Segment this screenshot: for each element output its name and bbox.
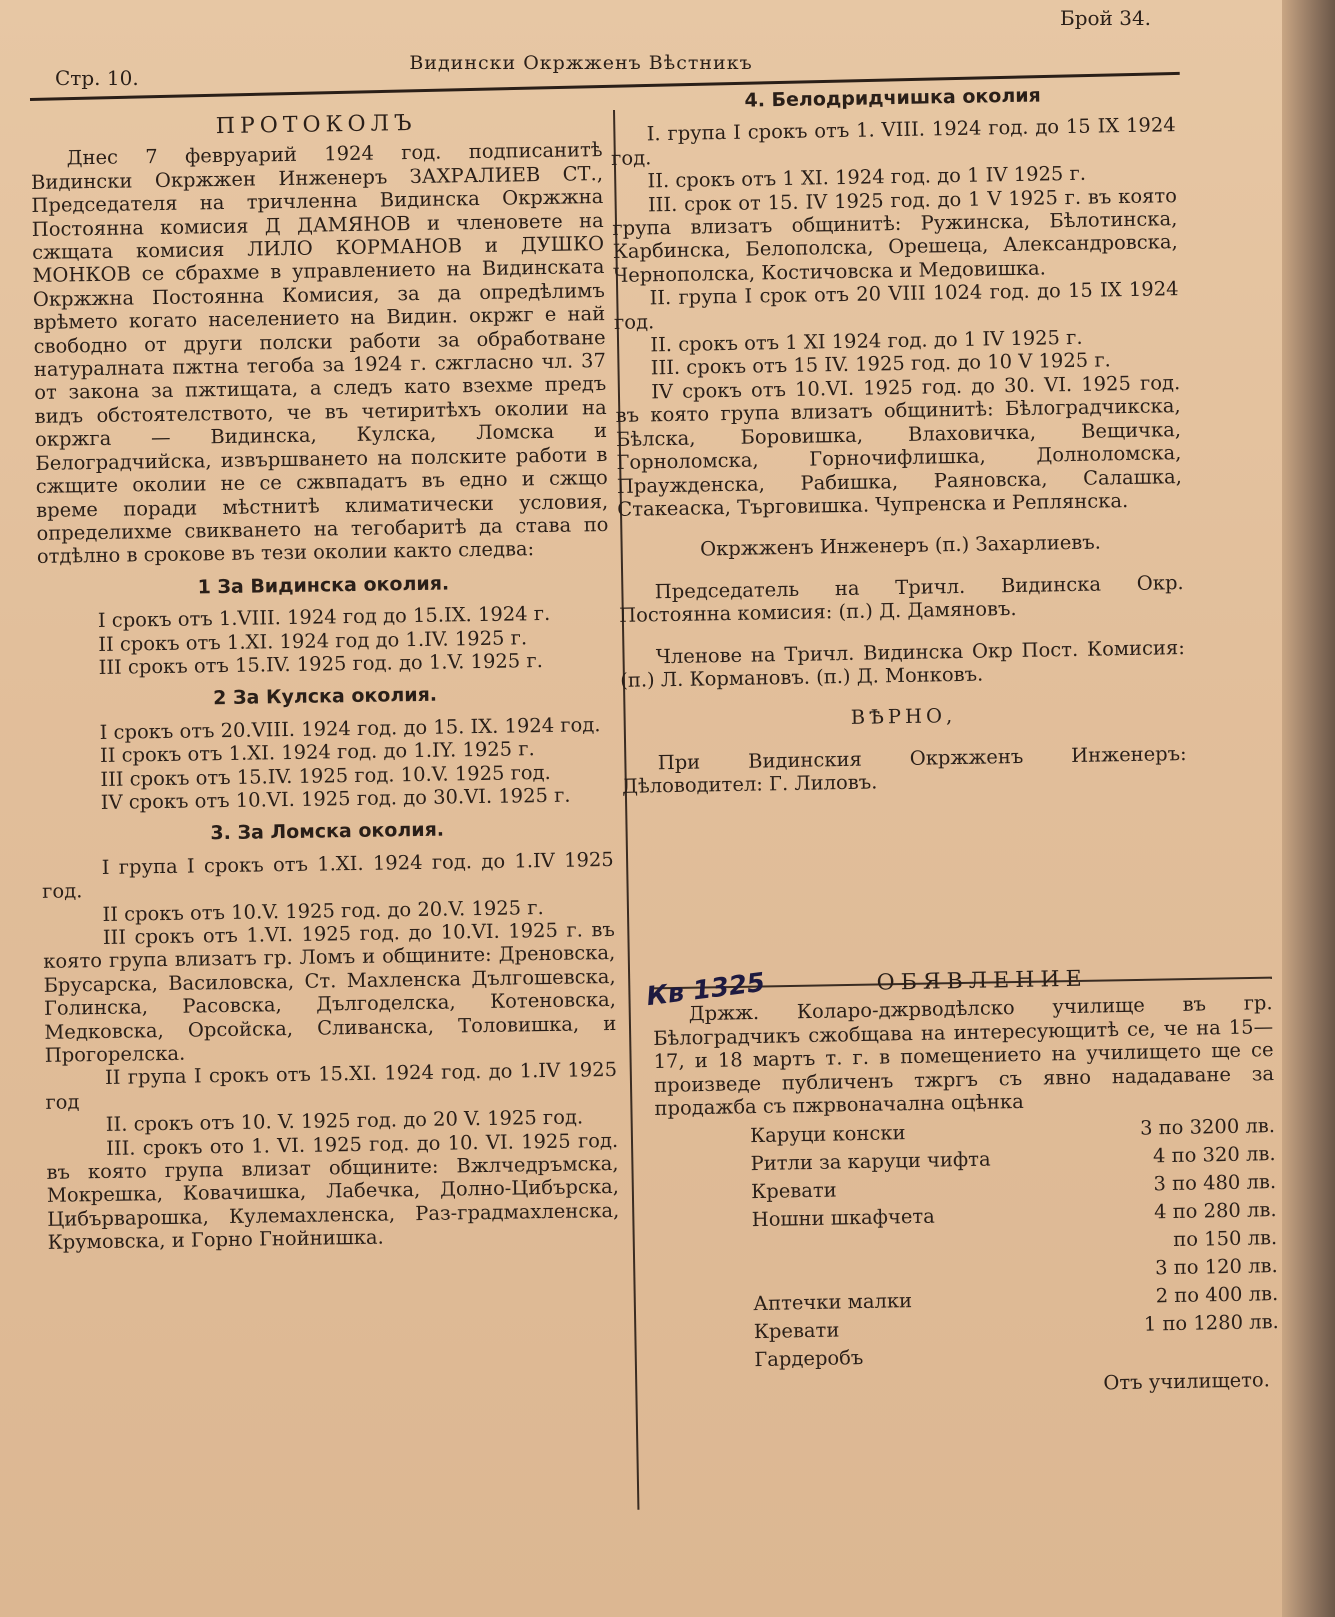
items-table bbox=[655, 1113, 1280, 1377]
announcement-title: ОБЯВЛЕНИЕ bbox=[876, 966, 1088, 996]
item-name: Аптечки малки bbox=[753, 1289, 913, 1316]
right-column bbox=[610, 82, 1187, 798]
item-name: Гардеробъ bbox=[754, 1346, 864, 1372]
section-belogradchik-line: II. група I срок отъ 20 VIII 1024 год. до 15 IX 1924 год. bbox=[613, 277, 1179, 334]
true-copy-mark: ВѢРНО, bbox=[850, 704, 957, 730]
item-name: Каруци конски bbox=[749, 1121, 906, 1148]
page-number: Стр. 10. bbox=[55, 66, 139, 90]
section-vidin-line: I срокъ отъ 1.VIII. 1924 год до 15.IX. 1924 г. bbox=[97, 602, 551, 633]
section-belogradchik-line: III. срок от 15. IV 1925 год. до 1 V 1925 г. въ която група влизатъ общинитѣ: Ружинска, Бѣлотинска, Карбинска, Белополска, Орешеца, Александровска, Чернополска, Костичовска и Медовишка. bbox=[612, 183, 1178, 287]
item-quantity: 3 по 3200 лв. bbox=[1139, 1114, 1276, 1141]
signature-clerk: При Видинския Окржженъ Инженеръ: Дѣловодител: Г. Лиловъ. bbox=[621, 741, 1187, 799]
item-quantity: 2 по 400 лв. bbox=[1155, 1282, 1279, 1308]
section-lom-line: III. срокъ ото 1. VI. 1925 год. до 10. VI. 1925 год. въ която група влизат общините: Вжлчедръмска, Мокрешка, Ковачишка, Лабечка, Долно-Цибърска, Цибърварошка, Кулемахленска, Раз-градмахленска, Крумовска, и Горно Гнойнишка. bbox=[46, 1128, 620, 1255]
item-quantity: 4 по 320 лв. bbox=[1152, 1142, 1276, 1168]
signature-chairman: Председатель на Тричл. Видинска Окр. Постоянна комисия: (п.) Д. Дамяновъ. bbox=[618, 570, 1184, 628]
item-name: Кревати bbox=[750, 1178, 837, 1204]
section-belogradchik-line: III. срокъ отъ 15 IV. 1925 год. до 10 V 1925 г. bbox=[650, 348, 1111, 380]
section-kula-line: I срокъ отъ 20.VIII. 1924 год. до 15. IX. 1924 год. bbox=[99, 712, 601, 744]
section-kula-line: II срокъ отъ 1.XI. 1924 год. до 1.IY. 1925 г. bbox=[99, 737, 535, 768]
handwritten-stamp: Кв 1325 bbox=[644, 967, 767, 1013]
section-lom-line: II. срокъ отъ 10. V. 1925 год. до 20 V. 1925 год. bbox=[105, 1105, 584, 1137]
section-vidin-line: II срокъ отъ 1.XI. 1924 год до 1.IV. 1925 г. bbox=[98, 625, 528, 656]
section-vidin-line: III срокъ отъ 15.IV. 1925 год. до 1.V. 1925 г. bbox=[98, 648, 543, 679]
item-name: Ношни шкафчета bbox=[751, 1205, 936, 1232]
section-belogradchik-title: 4. Белодридчишка околия bbox=[744, 84, 1041, 112]
item-quantity: 1 по 1280 лв. bbox=[1143, 1310, 1279, 1337]
issue-number: Брой 34. bbox=[1060, 6, 1152, 30]
section-belogradchik-line: IV срокъ отъ 10.VI. 1925 год. до 30. VI. 1925 год. въ която група влизатъ общинитѣ: Бѣлоградчикска, Бѣлска, Боровишка, Влаховичка, Вещичка, Горноломска, Горночифлишка, Долноломска, Праужденска, Рабишка, Раяновска, Салашка, Стакеаска, Търговишка. Чупренска и Реплянска. bbox=[615, 370, 1182, 521]
section-belogradchik-line: I. група I срокъ отъ 1. VIII. 1924 год. до 15 IX 1924 год. bbox=[610, 113, 1176, 170]
item-name: Кревати bbox=[753, 1318, 840, 1344]
section-lom-line: III срокъ отъ 1.VI. 1925 год. до 10.VI. 1925 г. въ която група влизатъ гр. Ломъ и общините: Дреновска, Брусарска, Василовска, Ст. Махленска Дългошевска, Голинска, Расовска, Дългоделска, Котеновска, Медковска, Орсойска, Сливанска, Толовишка, и Прогорелска. bbox=[43, 917, 617, 1067]
signature-engineer: Окржженъ Инженеръ (п.) Захарлиевъ. bbox=[699, 530, 1102, 561]
signature-members: Членове на Тричл. Видинска Окр Пост. Комисия: (п.) Л. Кормановъ. (п.) Д. Монковъ. bbox=[620, 635, 1185, 692]
section-kula-title: 2 За Кулска околия. bbox=[213, 684, 438, 710]
section-belogradchik-line: II. срокъ отъ 1 XI. 1924 год. до 1 IV 1925 г. bbox=[647, 161, 1087, 193]
left-column bbox=[30, 109, 620, 1255]
protocol-intro: Днес 7 февруарий 1924 год. подписанитѣ Видински Окржжен Инженеръ ЗАХРАЛИЕВ СТ., Председателя на тричленна Видинска Окржжна Постоянна комисия Д ДАМЯНОВ и членовете на сжщата комисия ЛИЛО КОРМАНОВ и ДУШКО МОНКОВ се сбрахме в управлението на Видинската Окржжна Постоянна Комисия, за да опредѣлимъ врѣмето когато населението на Видин. окржг е най свободно от други полски работи за обработване натуралната пжтна тегоба за 1924 г. сжгласно чл. 37 от закона за пжтищата, а следъ като взехме предъ видъ обстоятелството, че въ четиритѣхъ околии на окржга — Видинска, Кулска, Ломска и Белоградчийска, извършването на полските работи в сжщите околии не се сжвпадатъ въ едно и сжщо време поради мѣстнитѣ климатически условия, определихме свикването на тегобаритѣ да става по отдѣлно в срокове въ тези околии както следва: bbox=[30, 138, 609, 569]
item-quantity: по 150 лв. bbox=[1173, 1226, 1278, 1252]
announcement-column bbox=[644, 964, 1280, 1404]
section-kula-line: IV срокъ отъ 10.VI. 1925 год. до 30.VI. 1925 г. bbox=[100, 783, 571, 814]
section-belogradchik-line: II. срокъ отъ 1 XI 1924 год. до 1 IV 1925 г. bbox=[650, 325, 1083, 357]
section-lom-line: II група I срокъ отъ 15.XI. 1924 год. до 1.IV 1925 год bbox=[45, 1058, 618, 1114]
item-name: Ритли за каруци чифта bbox=[750, 1147, 991, 1176]
item-quantity: 4 по 280 лв. bbox=[1153, 1198, 1277, 1224]
section-kula-line: III срокъ отъ 15.IV. 1925 год. 10.V. 1925 год. bbox=[100, 760, 551, 791]
announcement-text: Држж. Коларо-джрводѣлско училище въ гр. Бѣлоградчикъ сжобщава на интересующитѣ се, че на 15—17, и 18 мартъ т. г. в помещението на училището ще се произведе публиченъ тжргъ съ явно нададаване за продажба съ пжрвоначална оцѣнка bbox=[652, 991, 1275, 1121]
section-lom-title: 3. За Ломска околия. bbox=[210, 818, 445, 845]
section-lom-line: II срокъ отъ 10.V. 1925 год. до 20.V. 1925 г. bbox=[102, 895, 544, 926]
item-quantity: 3 по 120 лв. bbox=[1154, 1254, 1278, 1280]
protocol-title: ПРОТОКОЛЪ bbox=[215, 110, 417, 140]
section-lom-line: I група I срокъ отъ 1.XI. 1924 год. до 1.IV 1925 год. bbox=[41, 847, 614, 904]
announcement-signature: Отъ училището. bbox=[1103, 1368, 1271, 1395]
newspaper-title: Видински Окржженъ Вѣстникъ bbox=[409, 52, 753, 74]
item-quantity bbox=[1109, 1336, 1280, 1367]
section-vidin-title: 1 За Видинска околия. bbox=[197, 572, 450, 599]
page-edge-shadow bbox=[1282, 0, 1335, 1617]
item-quantity: 3 по 480 лв. bbox=[1153, 1170, 1277, 1196]
